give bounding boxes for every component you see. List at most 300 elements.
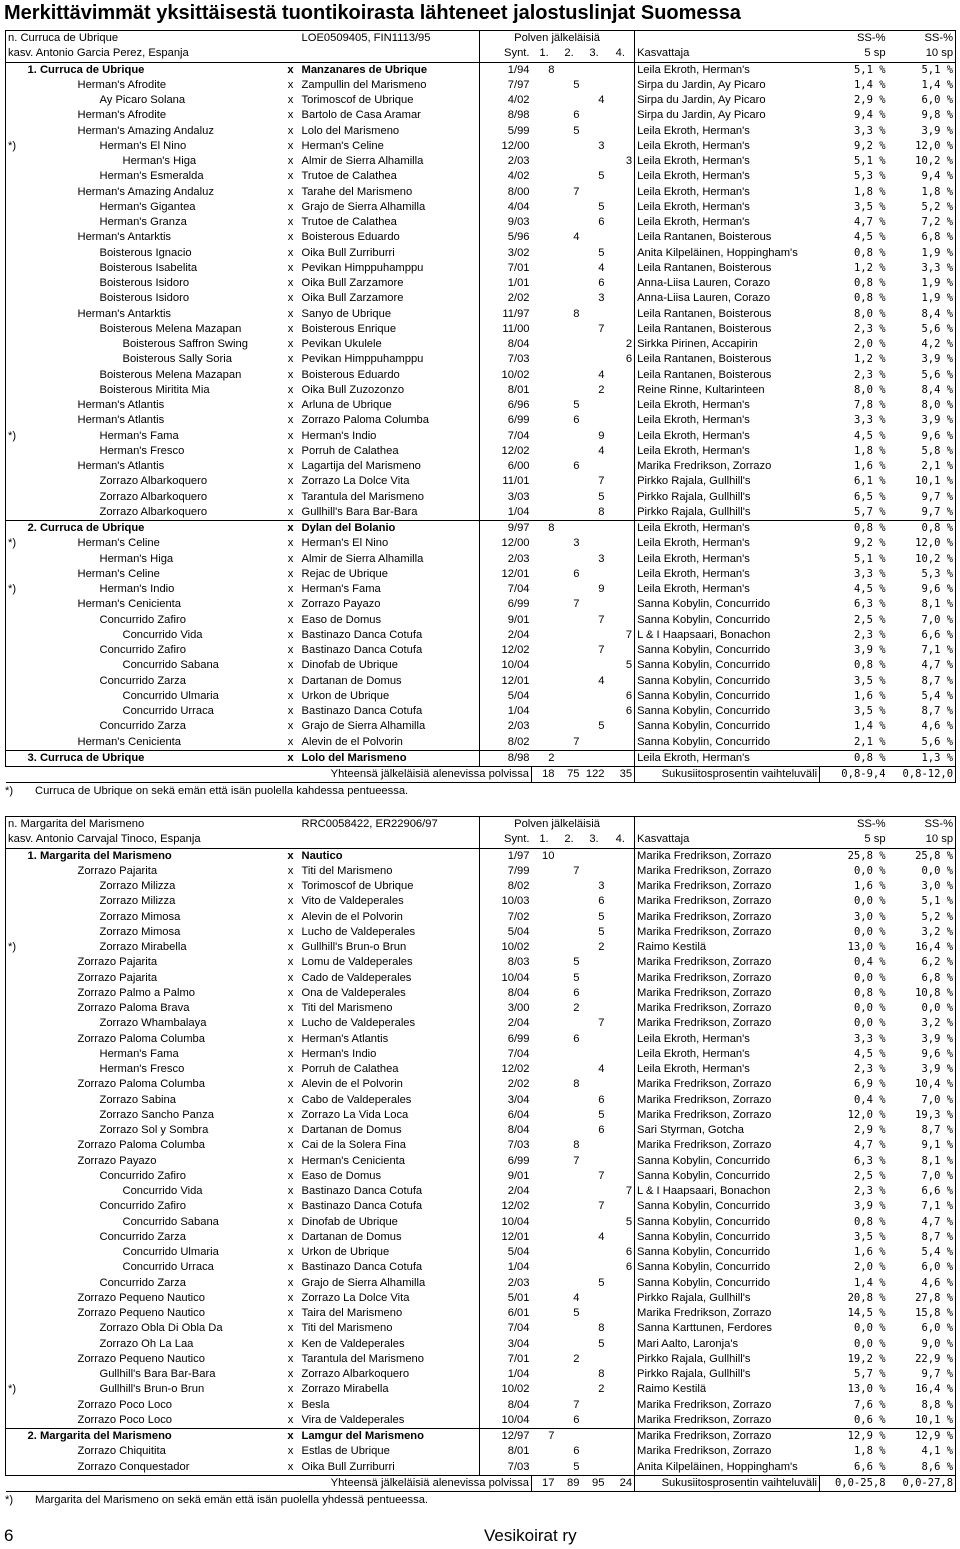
gen2-count bbox=[557, 322, 582, 337]
sire-name: 1. Curruca de Ubrique bbox=[27, 63, 145, 76]
ss10-value: 5,2 % bbox=[888, 910, 956, 925]
dam-name: Cado de Valdeperales bbox=[301, 971, 412, 984]
breeder-name: Pirkko Rajala, Gullhill's bbox=[637, 1368, 751, 1381]
dam-name: Lucho de Valdeperales bbox=[301, 925, 416, 938]
dam-name: Almir de Sierra Alhamilla bbox=[301, 552, 424, 565]
ss10-value: 9,1 % bbox=[888, 1138, 956, 1153]
cross-marker: x bbox=[287, 910, 294, 923]
dam-name: Ken de Valdeperales bbox=[301, 1337, 405, 1350]
breeder-name: Leila Ekroth, Herman's bbox=[637, 751, 750, 764]
breeder-name: Sanna Kobylin, Concurrido bbox=[637, 644, 771, 657]
cross-marker: x bbox=[287, 1276, 294, 1289]
gen1-count bbox=[532, 429, 557, 444]
ss10-value: 8,1 % bbox=[888, 597, 956, 612]
dam-name: Almir de Sierra Alhamilla bbox=[301, 155, 424, 168]
sire-name: Zorrazo Whambalaya bbox=[99, 1017, 207, 1030]
sire-name: Boisterous Isidoro bbox=[99, 277, 190, 290]
footnote-marker bbox=[6, 459, 26, 474]
cross-marker: x bbox=[287, 1139, 294, 1152]
table-row bbox=[6, 246, 956, 261]
ss10-value: 4,2 % bbox=[888, 337, 956, 352]
sire-name: Zorrazo Pequeno Nautico bbox=[77, 1352, 205, 1365]
gen3-count: 5 bbox=[598, 200, 605, 213]
pedigree-table-margarita bbox=[5, 816, 955, 1508]
footnote-marker bbox=[6, 613, 26, 628]
birth-date: 2/03 bbox=[480, 1276, 532, 1291]
birth-date: 10/04 bbox=[480, 971, 532, 986]
gen2-count bbox=[557, 750, 582, 766]
sire-name: Zorrazo Pequeno Nautico bbox=[77, 1307, 205, 1320]
ss5-value: 3,5 % bbox=[853, 674, 886, 687]
breeder-name: L & I Haapsaari, Bonachon bbox=[637, 1185, 771, 1198]
footnote-marker bbox=[6, 689, 26, 704]
ss10-value: 9,6 % bbox=[888, 1047, 956, 1062]
gen1-count bbox=[532, 505, 557, 521]
gen4-count bbox=[607, 1001, 635, 1016]
dam-name: Boisterous Eduardo bbox=[301, 368, 400, 381]
gen4-count: 7 bbox=[607, 628, 635, 643]
gen2-count bbox=[557, 704, 582, 719]
table-row bbox=[6, 1108, 956, 1123]
gen2-count: 6 bbox=[573, 567, 580, 580]
gen4-count bbox=[607, 444, 635, 459]
gen1-count bbox=[532, 879, 557, 894]
footnote-marker bbox=[6, 124, 26, 139]
dam-name: Dinofab de Ubrique bbox=[301, 1215, 398, 1228]
sire-name: Herman's Granza bbox=[99, 216, 187, 229]
breeder-header: Kasvattaja bbox=[635, 832, 820, 848]
gen1-count bbox=[532, 398, 557, 413]
gen4-count: 7 bbox=[607, 1184, 635, 1199]
cross-marker: x bbox=[287, 1430, 294, 1443]
gen2-count bbox=[557, 169, 582, 184]
gen3-count bbox=[582, 78, 607, 93]
gen2-count bbox=[557, 1337, 582, 1352]
sire-name: Zorrazo Sol y Sombra bbox=[99, 1124, 209, 1137]
cross-marker: x bbox=[287, 505, 294, 518]
table-row bbox=[6, 750, 956, 766]
gen4-count bbox=[607, 1154, 635, 1169]
sire-name: Herman's Antarktis bbox=[77, 307, 172, 320]
gen3-count: 7 bbox=[598, 1017, 605, 1030]
cross-marker: x bbox=[287, 185, 294, 198]
gen3-count bbox=[582, 398, 607, 413]
footnote-marker bbox=[6, 1093, 26, 1108]
gen4-count bbox=[607, 925, 635, 940]
gen3-count: 5 bbox=[598, 1276, 605, 1289]
gen3-count bbox=[582, 1444, 607, 1459]
ss10-value: 15,8 % bbox=[888, 1306, 956, 1321]
cross-marker: x bbox=[287, 277, 294, 290]
sire-name: Concurrido Ulmaria bbox=[122, 689, 219, 702]
gen4-count: 6 bbox=[607, 1260, 635, 1275]
gen2-count bbox=[557, 719, 582, 734]
birth-date: 12/00 bbox=[480, 536, 532, 551]
birth-date: 12/01 bbox=[480, 674, 532, 689]
cross-marker: x bbox=[287, 895, 294, 908]
dam-name: Porruh de Calathea bbox=[301, 444, 399, 457]
ss5-value: 4,7 % bbox=[853, 216, 886, 229]
cross-marker: x bbox=[287, 1368, 294, 1381]
gen4-count bbox=[607, 78, 635, 93]
footnote-marker bbox=[6, 62, 26, 78]
birth-date: 10/02 bbox=[480, 1382, 532, 1397]
cross-marker: x bbox=[287, 751, 294, 764]
table-row bbox=[6, 1138, 956, 1153]
footnote-mark: *) bbox=[5, 785, 14, 798]
gen2-count: 8 bbox=[573, 1139, 580, 1152]
breeder-name: Marika Fredrikson, Zorrazo bbox=[637, 971, 772, 984]
ss10-value: 2,1 % bbox=[888, 459, 956, 474]
gen2-count: 8 bbox=[573, 1078, 580, 1091]
birth-date: 8/04 bbox=[480, 986, 532, 1001]
table-row bbox=[6, 215, 956, 230]
footnote-marker bbox=[6, 474, 26, 489]
cross-marker: x bbox=[287, 689, 294, 702]
table-row bbox=[6, 1016, 956, 1031]
gen2-count bbox=[557, 1276, 582, 1291]
table-row bbox=[6, 955, 956, 970]
gen3-count bbox=[582, 1291, 607, 1306]
table-row bbox=[6, 413, 956, 428]
ss10-value: 5,4 % bbox=[888, 1245, 956, 1260]
footnote-marker bbox=[6, 955, 26, 970]
gen2-count bbox=[557, 1429, 582, 1445]
breeder-name: Pirkko Rajala, Gullhill's bbox=[637, 1291, 751, 1304]
gen2-count: 8 bbox=[573, 307, 580, 320]
gen3-count: 5 bbox=[598, 925, 605, 938]
footnote-marker bbox=[6, 1291, 26, 1306]
cross-marker: x bbox=[287, 170, 294, 183]
gen2-count bbox=[557, 628, 582, 643]
ss5-value: 2,3 % bbox=[853, 1185, 886, 1198]
dam-name: Titi del Marismeno bbox=[301, 1002, 393, 1015]
total-gen3: 122 bbox=[582, 767, 607, 783]
birth-date: 12/97 bbox=[480, 1429, 532, 1445]
gen1-count bbox=[532, 1062, 557, 1077]
gen2-count bbox=[557, 613, 582, 628]
cross-marker: x bbox=[287, 1460, 294, 1473]
footnote-marker bbox=[6, 1367, 26, 1382]
cross-marker: x bbox=[287, 383, 294, 396]
footnote-marker bbox=[6, 1062, 26, 1077]
footnote-marker bbox=[6, 1444, 26, 1459]
ss10-value: 10,4 % bbox=[888, 1077, 956, 1092]
breeder-name: Marika Fredrikson, Zorrazo bbox=[637, 1017, 772, 1030]
total-gen1: 17 bbox=[532, 1475, 557, 1491]
footnote-marker bbox=[6, 368, 26, 383]
ss5-value: 2,3 % bbox=[853, 1063, 886, 1076]
gen1-count bbox=[532, 1245, 557, 1260]
table-row bbox=[6, 582, 956, 597]
breeder-name: Sanna Kobylin, Concurrido bbox=[637, 1276, 771, 1289]
breeder-name: Sanna Kobylin, Concurrido bbox=[637, 1246, 771, 1259]
footnote-marker bbox=[6, 505, 26, 521]
gen3-count bbox=[582, 864, 607, 879]
gen3-count: 8 bbox=[598, 1322, 605, 1335]
ss10-value: 5,3 % bbox=[888, 567, 956, 582]
sire-name: Herman's Atlantis bbox=[77, 414, 165, 427]
ss10-value: 5,1 % bbox=[888, 62, 956, 78]
sire-name: Herman's Gigantea bbox=[99, 200, 196, 213]
gen1-count bbox=[532, 1367, 557, 1382]
table-row bbox=[6, 1276, 956, 1291]
gen2-count: 7 bbox=[573, 1154, 580, 1167]
gen1-count bbox=[532, 1215, 557, 1230]
dam-name: Dinofab de Ubrique bbox=[301, 659, 398, 672]
sire-name: Zorrazo Oh La Laa bbox=[99, 1337, 194, 1350]
ss10-value: 4,6 % bbox=[888, 719, 956, 734]
gen2-count: 4 bbox=[573, 1291, 580, 1304]
gen2-header: 2. bbox=[557, 832, 582, 848]
gen1-count bbox=[532, 1184, 557, 1199]
sire-name: Concurrido Zarza bbox=[99, 1276, 186, 1289]
breeder-name: L & I Haapsaari, Bonachon bbox=[637, 628, 771, 641]
ss10-value: 3,3 % bbox=[888, 261, 956, 276]
cross-marker: x bbox=[287, 1445, 294, 1458]
breeder-name: Sari Styrman, Gotcha bbox=[637, 1124, 744, 1137]
sire-name: Zorrazo Pajarita bbox=[77, 956, 158, 969]
birth-date: 11/00 bbox=[480, 322, 532, 337]
gen1-count bbox=[532, 689, 557, 704]
dam-name: Dartanan de Domus bbox=[301, 1230, 402, 1243]
cross-marker: x bbox=[287, 490, 294, 503]
gen4-count bbox=[607, 1032, 635, 1047]
gen4-count bbox=[607, 1077, 635, 1092]
sire-name: Boisterous Melena Mazapan bbox=[99, 368, 242, 381]
ss5-value: 2,9 % bbox=[853, 94, 886, 107]
gen3-count: 6 bbox=[598, 1124, 605, 1137]
ss5-value: 0,6 % bbox=[853, 1413, 886, 1426]
sire-name: Concurrido Zafiro bbox=[99, 644, 186, 657]
gen3-count bbox=[582, 1460, 607, 1476]
pedigree-table bbox=[5, 30, 956, 783]
gen4-count bbox=[607, 986, 635, 1001]
table-row bbox=[6, 674, 956, 689]
table-row bbox=[6, 337, 956, 352]
gen1-count bbox=[532, 955, 557, 970]
breeder-name: Leila Ekroth, Herman's bbox=[637, 414, 750, 427]
dam-name: Taira del Marismeno bbox=[301, 1307, 403, 1320]
birth-date: 9/01 bbox=[480, 613, 532, 628]
dam-name: Easo de Domus bbox=[301, 613, 382, 626]
gen4-count bbox=[607, 971, 635, 986]
footnote-marker bbox=[6, 1047, 26, 1062]
ss5-value: 4,7 % bbox=[853, 1139, 886, 1152]
ss5-header: SS-% bbox=[820, 817, 888, 833]
cross-marker: x bbox=[287, 705, 294, 718]
gen3-count bbox=[582, 848, 607, 864]
sire-name: Zorrazo Mimosa bbox=[99, 910, 181, 923]
ss5-value: 2,0 % bbox=[853, 1261, 886, 1274]
birth-date: 8/04 bbox=[480, 1123, 532, 1138]
ss10-value: 12,0 % bbox=[888, 139, 956, 154]
ss5-value: 5,1 % bbox=[853, 552, 886, 565]
dam-name: Rejac de Ubrique bbox=[301, 567, 388, 580]
cross-marker: x bbox=[287, 720, 294, 733]
gen2-count bbox=[557, 337, 582, 352]
ss5-value: 2,1 % bbox=[853, 735, 886, 748]
table-row bbox=[6, 689, 956, 704]
sire-name: Concurrido Zarza bbox=[99, 1230, 186, 1243]
table-row bbox=[6, 200, 956, 215]
ss5-value: 0,8 % bbox=[853, 246, 886, 259]
ss5-value: 0,0 % bbox=[853, 925, 886, 938]
birth-date: 7/04 bbox=[480, 582, 532, 597]
gen4-count bbox=[607, 521, 635, 537]
gen3-count: 4 bbox=[598, 94, 605, 107]
ss5-value: 3,0 % bbox=[853, 910, 886, 923]
cross-marker: x bbox=[287, 155, 294, 168]
ss10-value: 8,8 % bbox=[888, 1398, 956, 1413]
breeder-name: Sanna Kobylin, Concurrido bbox=[637, 735, 771, 748]
gen3-count bbox=[582, 628, 607, 643]
ss10-value: 8,7 % bbox=[888, 704, 956, 719]
gen4-count bbox=[607, 613, 635, 628]
gen3-count bbox=[582, 1077, 607, 1092]
gen1-count bbox=[532, 1077, 557, 1092]
sire-name: Herman's Antarktis bbox=[77, 231, 172, 244]
breeder-name: Marika Fredrikson, Zorrazo bbox=[637, 1430, 772, 1443]
gen3-count: 3 bbox=[598, 880, 605, 893]
table-row bbox=[6, 459, 956, 474]
birth-date: 10/02 bbox=[480, 368, 532, 383]
summary-label: Yhteensä jälkeläisiä alenevissa polvissa bbox=[300, 767, 532, 783]
ss5-value: 20,8 % bbox=[847, 1291, 886, 1304]
breeder-name: Sirpa du Jardin, Ay Picaro bbox=[637, 109, 766, 122]
ss10-value: 6,0 % bbox=[888, 93, 956, 108]
breeder-name: Marika Fredrikson, Zorrazo bbox=[637, 986, 772, 999]
dam-name: Herman's Cenicienta bbox=[301, 1154, 405, 1167]
gen4-count bbox=[607, 1062, 635, 1077]
footnote-marker bbox=[6, 521, 26, 537]
birth-date: 7/04 bbox=[480, 429, 532, 444]
total-gen2: 89 bbox=[557, 1475, 582, 1491]
gen3-count: 6 bbox=[598, 216, 605, 229]
table-row bbox=[6, 1429, 956, 1445]
gen4-count bbox=[607, 582, 635, 597]
summary-row bbox=[6, 767, 956, 783]
ss5-value: 2,9 % bbox=[853, 1124, 886, 1137]
table-row bbox=[6, 230, 956, 245]
ss10-value: 10,1 % bbox=[888, 1413, 956, 1429]
gen4-count bbox=[607, 567, 635, 582]
breeder-name: Reine Rinne, Kultarinteen bbox=[637, 383, 765, 396]
dam-name: Herman's Indio bbox=[301, 1047, 377, 1060]
breeder-name: Marika Fredrikson, Zorrazo bbox=[637, 864, 772, 877]
cross-marker: x bbox=[287, 200, 294, 213]
gen1-count bbox=[532, 352, 557, 367]
sire-name: Herman's Fresco bbox=[99, 444, 185, 457]
gen1-header: 1. bbox=[532, 46, 557, 62]
footnote-marker bbox=[6, 1245, 26, 1260]
ss5-value: 0,0 % bbox=[853, 1017, 886, 1030]
gen4-count bbox=[607, 1169, 635, 1184]
gen1-count bbox=[532, 368, 557, 383]
ss5-value: 19,2 % bbox=[847, 1352, 886, 1365]
ss5-value: 4,5 % bbox=[853, 583, 886, 596]
birth-date: 3/04 bbox=[480, 1337, 532, 1352]
table-row bbox=[6, 108, 956, 123]
gen3-count bbox=[582, 459, 607, 474]
gen1-count bbox=[532, 1321, 557, 1336]
gen3-count bbox=[582, 1429, 607, 1445]
cross-marker: x bbox=[287, 537, 294, 550]
sire-name: Concurrido Zafiro bbox=[99, 1200, 186, 1213]
gen2-count bbox=[557, 444, 582, 459]
gen4-count bbox=[607, 1429, 635, 1445]
ss10-value: 8,7 % bbox=[888, 1230, 956, 1245]
ss10-value: 1,8 % bbox=[888, 185, 956, 200]
footnote-marker bbox=[6, 1260, 26, 1275]
gen4-count bbox=[607, 1138, 635, 1153]
ss10-value: 12,9 % bbox=[888, 1429, 956, 1445]
dam-name: Bastinazo Danca Cotufa bbox=[301, 1261, 423, 1274]
gen1-count bbox=[532, 230, 557, 245]
gen1-count bbox=[532, 613, 557, 628]
gen2-count: 4 bbox=[573, 231, 580, 244]
table-row bbox=[6, 1230, 956, 1245]
gen3-count: 6 bbox=[598, 1093, 605, 1106]
ss10-value: 1,3 % bbox=[888, 750, 956, 766]
gen4-count bbox=[607, 1230, 635, 1245]
gen3-count: 6 bbox=[598, 895, 605, 908]
sire-name: Boisterous Melena Mazapan bbox=[99, 322, 242, 335]
gen2-count bbox=[557, 894, 582, 909]
gen2-count: 5 bbox=[573, 971, 580, 984]
breeder-name: Sanna Kobylin, Concurrido bbox=[637, 1169, 771, 1182]
footnote-marker bbox=[6, 444, 26, 459]
pedigree-table bbox=[5, 816, 956, 1492]
footnote-marker bbox=[6, 185, 26, 200]
birth-date: 8/04 bbox=[480, 1398, 532, 1413]
cross-marker: x bbox=[287, 368, 294, 381]
gen4-count bbox=[607, 910, 635, 925]
ss5-value: 8,0 % bbox=[853, 307, 886, 320]
table-row bbox=[6, 1413, 956, 1429]
gen1-count bbox=[532, 643, 557, 658]
dam-name: Lamgur del Marismeno bbox=[301, 1430, 424, 1443]
table-row bbox=[6, 940, 956, 955]
footnote-marker bbox=[6, 879, 26, 894]
cross-marker: x bbox=[287, 460, 294, 473]
cross-marker: x bbox=[287, 628, 294, 641]
gen1-count bbox=[532, 307, 557, 322]
page-title: Merkittävimmät yksittäisestä tuontikoirasta lähteneet jalostuslinjat Suomessa bbox=[4, 2, 741, 24]
cross-marker: x bbox=[287, 925, 294, 938]
breeder-name: Marika Fredrikson, Zorrazo bbox=[637, 849, 772, 862]
cross-marker: x bbox=[287, 246, 294, 259]
gen2-count bbox=[557, 368, 582, 383]
dam-name: Zorrazo Payazo bbox=[301, 598, 381, 611]
cross-marker: x bbox=[287, 322, 294, 335]
cross-marker: x bbox=[287, 1398, 294, 1411]
cross-marker: x bbox=[287, 94, 294, 107]
cross-marker: x bbox=[287, 1108, 294, 1121]
gen1-count bbox=[532, 925, 557, 940]
breeder-name: Anita Kilpeläinen, Hoppingham's bbox=[637, 1460, 798, 1473]
gen3-count: 4 bbox=[598, 368, 605, 381]
gen3-count bbox=[582, 1245, 607, 1260]
footnote-marker bbox=[6, 986, 26, 1001]
dam-name: Estlas de Ubrique bbox=[301, 1445, 390, 1458]
breeder-name: Leila Rantanen, Boisterous bbox=[637, 353, 772, 366]
dam-name: Herman's Celine bbox=[301, 139, 384, 152]
gen2-count: 6 bbox=[573, 986, 580, 999]
dam-name: Zorrazo La Dolce Vita bbox=[301, 475, 410, 488]
gen1-count bbox=[532, 291, 557, 306]
gen4-count bbox=[607, 1276, 635, 1291]
